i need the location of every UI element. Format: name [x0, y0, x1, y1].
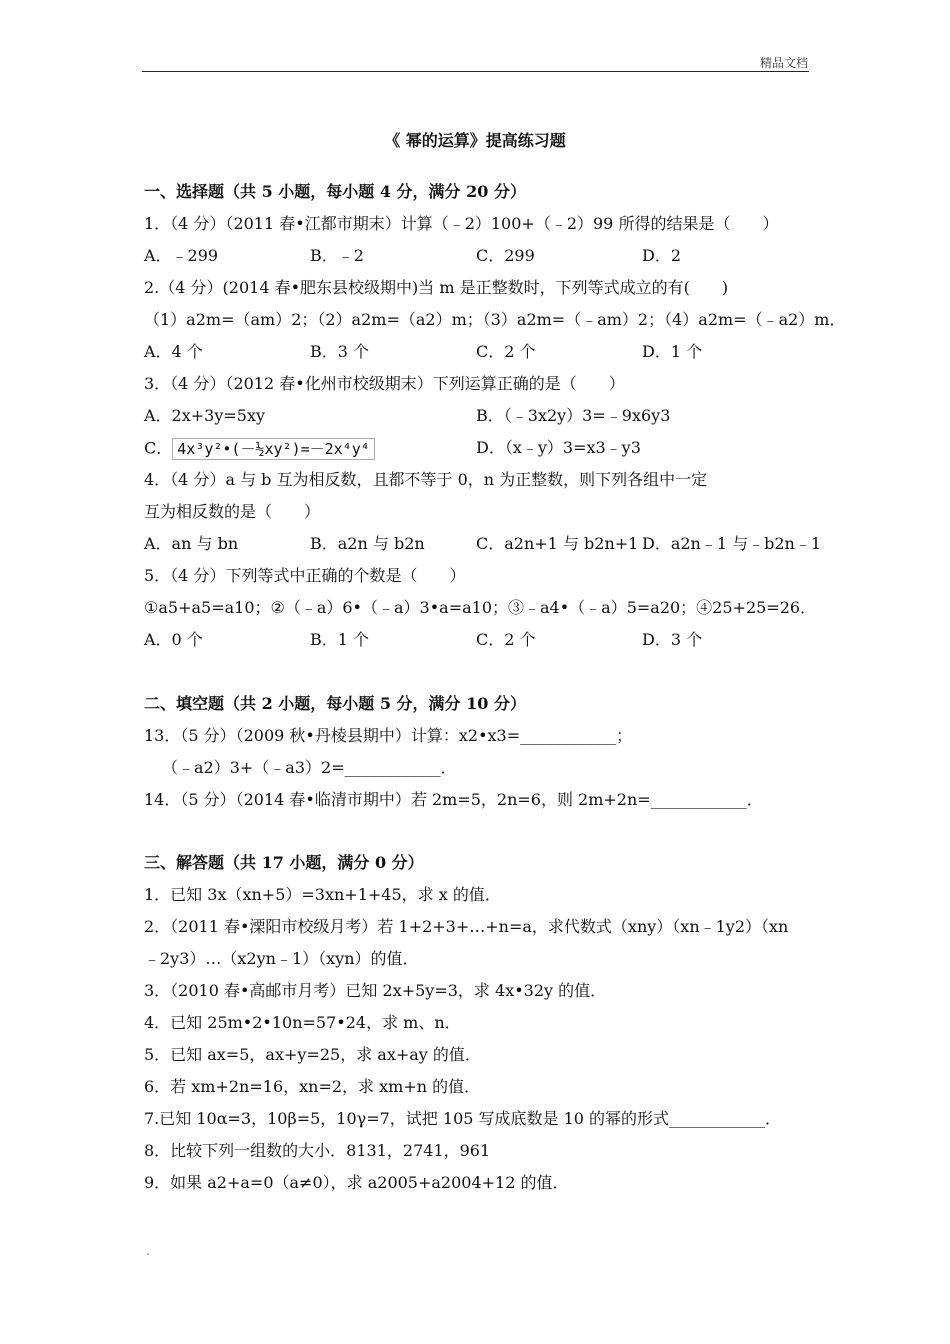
q5-stem: 5．（4 分）下列等式中正确的个数是（ ） — [144, 566, 466, 585]
header-brand: 精品文档 — [759, 56, 808, 70]
q5-option-c: C．2 个 — [476, 630, 536, 649]
q1-option-d: D．2 — [642, 246, 682, 265]
q3-option-a: A．2x+3y=5xy — [144, 406, 266, 425]
q2-option-b: B．3 个 — [310, 342, 370, 361]
q4-option-d: D．a2n﹣1 与﹣b2n﹣1 — [642, 534, 822, 553]
q2-option-a: A．4 个 — [144, 342, 203, 361]
q5-option-b: B．1 个 — [310, 630, 370, 649]
q5-option-a: A．0 个 — [144, 630, 203, 649]
q5-sub: ①a5+a5=a10；②（﹣a）6•（﹣a）3•a=a10；③﹣a4•（﹣a）5=a20；④25+25=26． — [144, 598, 817, 617]
q13-line1: 13．（5 分）（2009 秋•丹棱县期中）计算：x2•x3=____________； — [144, 726, 633, 745]
q1-option-a: A．﹣299 — [144, 246, 219, 265]
q1-option-c: C．299 — [476, 246, 535, 265]
s3-item: 9．如果 a2+a=0（a≠0），求 a2005+a2004+12 的值． — [144, 1173, 569, 1192]
q2-stem: 2.（4 分）(2014 春•肥东县校级期中)当 m 是正整数时，下列等式成立的有( ) — [144, 278, 729, 297]
q1-stem: 1．（4 分）（2011 春•江都市期末）计算（﹣2）100+（﹣2）99 所得的结果是（ ） — [144, 214, 779, 233]
q4-option-a: A．an 与 bn — [144, 534, 239, 553]
q3-formula-image: 4x³y²•(－½xy²)=－2x⁴y⁴ — [172, 438, 375, 460]
s3-item: ﹣2y3）…（x2yn﹣1）（xyn）的值． — [144, 949, 419, 968]
footer-mark: . — [146, 1244, 150, 1258]
q4-option-b: B．a2n 与 b2n — [310, 534, 425, 553]
q3-option-c — [144, 438, 375, 460]
s3-item: 1．已知 3x（xn+5）=3xn+1+45，求 x 的值． — [144, 885, 501, 904]
page-title: 《 幂的运算》提高练习题 — [384, 131, 566, 150]
q3-option-c-label: C． — [144, 438, 173, 458]
q4-stem-line1: 4．（4 分）a 与 b 互为相反数，且都不等于 0，n 为正整数，则下列各组中一定 — [144, 470, 708, 489]
q5-option-d: D．3 个 — [642, 630, 703, 649]
s3-item: 5．已知 ax=5，ax+y=25，求 ax+ay 的值． — [144, 1045, 481, 1064]
q2-option-d: D．1 个 — [642, 342, 703, 361]
q4-option-c: C．a2n+1 与 b2n+1 — [476, 534, 639, 553]
q14-line: 14．（5 分）（2014 春•临清市期中）若 2m=5，2n=6，则 2m+2n=____________． — [144, 790, 763, 809]
header-rule — [142, 71, 809, 72]
section1-heading: 一、选择题（共 5 小题，每小题 4 分，满分 20 分） — [144, 182, 526, 201]
s3-item: 2．（2011 春•溧阳市校级月考）若 1+2+3+…+n=a，求代数式（xny）（xn﹣1y2）（xn — [144, 917, 789, 936]
s3-item: 4．已知 25m•2•10n=57•24，求 m、n． — [144, 1013, 461, 1032]
q13-line2: （﹣a2）3+（﹣a3）2=____________． — [162, 758, 457, 777]
q3-option-b: B．（﹣3x2y）3=﹣9x6y3 — [476, 406, 671, 425]
q3-option-d: D．（x﹣y）3=x3﹣y3 — [476, 438, 641, 457]
q1-option-b: B．﹣2 — [310, 246, 364, 265]
s3-item: 7.已知 10α=3，10β=5，10γ=7，试把 105 写成底数是 10 的幂的形式____________． — [144, 1109, 782, 1128]
q2-sub: （1）a2m=（am）2；（2）a2m=（a2）m；（3）a2m=（﹣am）2；（4）a2m=（﹣a2）m． — [144, 310, 846, 329]
q3-stem: 3．（4 分）（2012 春•化州市校级期末）下列运算正确的是（ ） — [144, 374, 625, 393]
q2-option-c: C．2 个 — [476, 342, 536, 361]
s3-item: 6．若 xm+2n=16，xn=2，求 xm+n 的值． — [144, 1077, 481, 1096]
section3-heading: 三、解答题（共 17 小题，满分 0 分） — [144, 853, 424, 872]
q4-stem-line2: 互为相反数的是（ ） — [144, 502, 321, 521]
s3-item: 3．（2010 春•高邮市月考）已知 2x+5y=3，求 4x•32y 的值． — [144, 981, 607, 1000]
s3-item: 8．比较下列一组数的大小．8131，2741，961 — [144, 1141, 491, 1160]
section2-heading: 二、填空题（共 2 小题，每小题 5 分，满分 10 分） — [144, 694, 526, 713]
